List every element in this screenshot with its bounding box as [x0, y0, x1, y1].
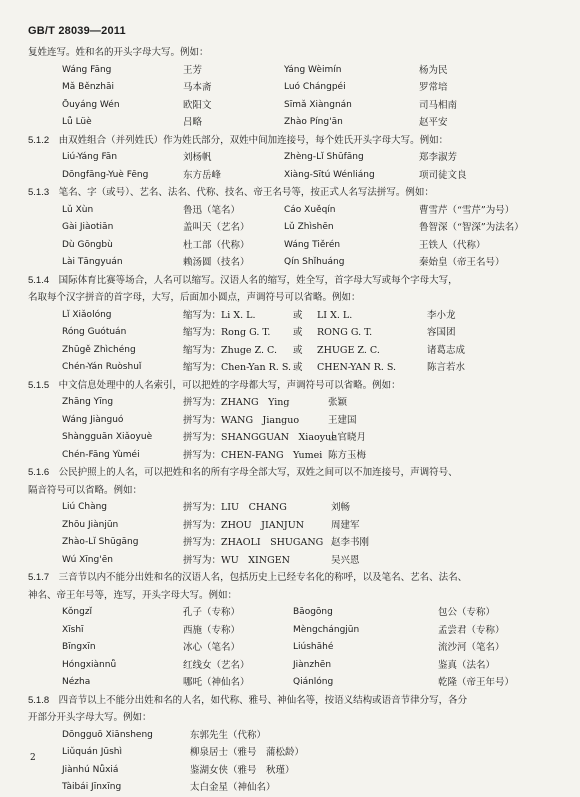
table-row: Ōuyáng Wén 欧阳文 Sīmǎ Xiàngnán 司马相南 [62, 99, 458, 111]
table-row: Lǔ Xùn 鲁迅（笔名） Cáo Xuěqín 曹雪芹（“雪芹”为号） [62, 204, 515, 216]
table-row: Lǐ Xiǎolóng 缩写为：Li X. L. 或 LI X. L. 李小龙 [62, 309, 456, 321]
table-row: Lài Tāngyuán 赖汤圆（技名） Qín Shǐhuáng 秦始皇（帝王名号） [62, 257, 505, 268]
clause-5-1-7-cont: 神名、帝王年号等，连写，开头字母大写。例如： [28, 589, 238, 601]
table-row: Kǒngzǐ 孔子（专称） Bāogōng 包公（专称） [62, 607, 496, 618]
table-row: Shàngguān Xiǎoyuè 拼写为：SHANGGUAN Xiaoyue 上官晓月 [62, 432, 367, 443]
table-row: Liǔquán Jūshì 柳泉居士（雅号 蒲松龄） [62, 747, 305, 758]
clause-5-1-4: 5.1.4 国际体育比赛等场合，人名可以缩写。汉语人名的缩写，姓全写，首字母大写或每个字母大写， [28, 274, 458, 286]
table-row: Nézha 哪吒（神仙名） Qiánlóng 乾隆（帝王年号） [62, 677, 515, 688]
clause-5-1-6: 5.1.6 公民护照上的人名，可以把姓和名的所有字母全部大写，双姓之间可以不加连接号，声调符号、 [28, 467, 458, 478]
clause-5-1-8-cont: 开部分开头字母大写。例如： [28, 712, 152, 723]
table-row: Chén-Fāng Yùméi 拼写为：CHEN-FANG Yumei 陈方玉梅 [62, 449, 367, 461]
page-number: 2 [30, 753, 36, 763]
table-row: Dù Gōngbù 杜工部（代称） Wáng Tiěrén 王铁人（代称） [62, 239, 486, 251]
table-row: Hóngxiànnǚ 红线女（艺名） Jiànzhēn 鉴真（法名） [62, 659, 496, 671]
clause-5-1-7: 5.1.7 三音节以内不能分出姓和名的汉语人名，包括历史上已经专名化的称呼，以及笔名、艺名、法名、 [28, 572, 468, 583]
table-row: Gài Jiàotiān 盖叫天（艺名） Lǔ Zhìshēn 鲁智深（“智深”为法名） [62, 222, 524, 233]
table-row: Bīngxīn 冰心（笔名） Liúshāhé 流沙河（笔名） [62, 642, 505, 653]
table-row: Wáng Jiànguó 拼写为：WANG Jianguo 王建国 [62, 414, 357, 426]
table-row: Wú Xīng'ēn 拼写为：WU XINGEN 吴兴恩 [62, 554, 360, 566]
table-row: Xīshī 西施（专称） Mèngchángjūn 孟尝君（专称） [62, 624, 505, 636]
intro-line: 复姓连写。姓和名的开头字母大写。例如： [28, 47, 209, 58]
table-row: Liú-Yáng Fān 刘杨帆 Zhèng-Lǐ Shūfāng 郑李淑芳 [62, 152, 458, 163]
table-row: Lǚ Lüè 吕略 Zhào Píng'ān 赵平安 [62, 117, 448, 128]
table-row: Mǎ Běnzhāi 马本斋 Luó Chángpéi 罗常培 [62, 82, 448, 93]
table-row: Zhūgě Zhìchéng 缩写为：Zhuge Z. C. 或 ZHUGE Z. C. 诸葛志成 [62, 344, 466, 356]
clause-5-1-5: 5.1.5 中文信息处理中的人名索引，可以把姓的字母都大写，声调符号可以省略。例如： [28, 379, 401, 391]
table-row: Wáng Fāng 王芳 Yáng Wèimín 杨为民 [62, 64, 448, 76]
table-row: Zhōu Jiànjūn 拼写为：ZHOU JIANJUN 周建军 [62, 519, 360, 531]
table-row: Tàibái Jīnxīng 太白金星（神仙名） [62, 782, 276, 793]
table-row: Zhào-Lǐ Shūgāng 拼写为：ZHAOLI SHUGANG 赵李书刚 [62, 537, 370, 548]
clause-5-1-3: 5.1.3 笔名、字（或号）、艺名、法名、代称、技名、帝王名号等，按正式人名写法拼写。例如： [28, 187, 434, 198]
table-row: Liú Chàng 拼写为：LIU CHANG 刘畅 [62, 502, 351, 513]
clause-5-1-2: 5.1.2 由双姓组合（并列姓氏）作为姓氏部分，双姓中间加连接号，每个姓氏开头字母大写。例如： [28, 134, 449, 146]
table-row: Zhāng Yīng 拼写为：ZHANG Ying 张颖 [62, 397, 348, 408]
table-row: Róng Guótuán 缩写为：Rong G. T. 或 RONG G. T. 容国团 [62, 327, 456, 338]
document-body [28, 44, 552, 797]
table-row: Jiànhú Nǚxiá 鉴湖女侠（雅号 秋瑾） [62, 764, 295, 776]
table-row: Dōngguō Xiānsheng 东郭先生（代称） [62, 729, 267, 741]
table-row: Dōngfāng-Yuè Fēng 东方岳峰 Xiàng-Sītú Wénliáng 项司徒文良 [62, 169, 467, 181]
table-row: Chén-Yán Ruòshuǐ 缩写为：Chen-Yan R. S. 或 CHEN-YAN R. S. 陈言若水 [62, 362, 466, 373]
clause-5-1-6-cont: 隔音符号可以省略。例如： [28, 484, 143, 496]
clause-5-1-8: 5.1.8 四音节以上不能分出姓和名的人名，如代称、雅号、神仙名等，按语义结构或语音节律分写，各分 [28, 694, 468, 706]
clause-5-1-4-cont: 名取每个汉字拼音的首字母，大写，后面加小圆点，声调符号可以省略。例如： [28, 292, 361, 303]
standard-code-header: GB/T 28039—2011 [28, 25, 126, 37]
